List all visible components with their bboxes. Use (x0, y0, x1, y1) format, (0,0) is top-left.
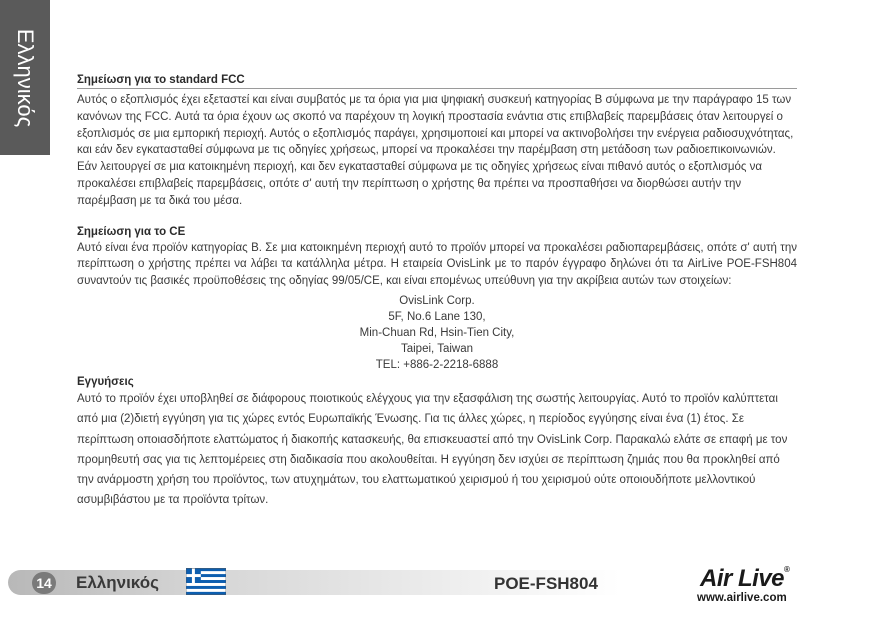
language-side-tab (0, 0, 50, 155)
page-number: 14 (32, 572, 56, 594)
side-tab-label: Ελληνικός (13, 28, 38, 128)
fcc-section (77, 73, 797, 210)
address-phone: TEL: +886-2-2218-6888 (375, 358, 499, 371)
ce-section (77, 225, 797, 373)
footer-language: Ελληνικός (76, 573, 159, 592)
ce-title: Σημείωση για το CE (77, 225, 186, 238)
address-line: Min-Chuan Rd, Hsin-Tien City, (359, 326, 515, 339)
warranty-section (77, 375, 797, 511)
fcc-body: Αυτός ο εξοπλισμός έχει εξεταστεί και είναι συμβατός με τα όρια για μια ψηφιακή συσκευή κατηγορίας B σύμφωνα με την παράγραφο 15 των κανόνων της FCC. Αυτά τα όρια έχουν ως σκοπό να παρέχουν τη λογική προστασία ενάντια στις επιβλαβείς παρεμβάσεις όταν λειτουργεί ο εξοπλισμός σε μια εμπορική περιοχή. Αυτός ο εξοπλισμός παράγει, χρησιμοποιεί και μπορεί να ακτινοβολήσει την ενέργεια ραδιοσυχνότητας, και εάν δεν εγκατασταθεί σύμφωνα με τις οδηγίες χρήσεως, μπορεί να προκαλέσει την παρέμβαση στη μετάδοση των ραδιοεπικοινωνιών. Εάν λειτουργεί σε μια κατοικημένη περιοχή, και δεν εγκατασταθεί σύμφωνα με τις οδηγίες χρήσεως είναι πιθανό αυτός ο εξοπλισμός να προκαλέσει επιβλαβείς παρεμβάσεις, οπότε σ' αυτή την περίπτωση ο χρήστης θα πρέπει να προσπαθήσει να διορθώσει αυτήν την παρέμβαση με τα δικά του μέσα. (77, 94, 794, 207)
airlive-logo (692, 565, 816, 607)
address-line: 5F, No.6 Lane 130, (388, 310, 486, 323)
logo-url: www.airlive.com (697, 592, 787, 604)
footer-model: POE-FSH804 (494, 574, 598, 593)
logo-registered-mark: ® (784, 565, 790, 574)
page-footer (0, 565, 878, 619)
company-address (77, 293, 797, 373)
address-line: OvisLink Corp. (399, 294, 475, 307)
address-line: Taipei, Taiwan (400, 342, 474, 355)
fcc-title: Σημείωση για το standard FCC (77, 73, 797, 89)
greece-flag-icon (186, 568, 226, 595)
warranty-title: Εγγυήσεις (77, 375, 134, 388)
ce-body: Αυτό είναι ένα προϊόν κατηγορίας B. Σε μια κατοικημένη περιοχή αυτό το προϊόν μπορεί να προκαλέσει ραδιοπαρεμβάσεις, οπότε σ' αυτή την περίπτωση ο χρήστης πρέπει να λάβει τα κατάλληλα μέτρα. Η εταιρεία OvisLink με το παρόν έγγραφο δηλώνει ότι τα AirLive POE-FSH804 συναντούν τις βασικές προϋποθέσεις της οδηγίας 99/05/CE, και είναι επομένως υπεύθυνη για την ακρίβεια αυτών των στοιχείων: (77, 241, 797, 288)
document-content (77, 73, 797, 511)
logo-wordmark (700, 565, 789, 593)
warranty-body: Αυτό το προϊόν έχει υποβληθεί σε διάφορους ποιοτικούς ελέγχους για την εξασφάλιση της σωστής λειτουργίας. Αυτό το προϊόν καλύπτεται από μια (2)διετή εγγύηση για τις χώρες εντός Ευρωπαϊκής Ένωσης. Για τις άλλες χώρες, η περίοδος εγγύησης είναι ένα (1) έτος. Σε περίπτωση οποιασδήποτε ελαττώματος ή διακοπής κατασκευής, θα επισκευαστεί από την OvisLink Corp. Παρακαλώ ελάτε σε επαφή με τον προμηθευτή σας για τις λεπτομέρειες στη διαδικασία που ακολουθείται. Η εγγύηση δεν ισχύει σε περίπτωση ζημιάς που θα προκληθεί από την ανάρμοστη χρήση του προϊόντος, των ατυχημάτων, του ελαττωματικού χειρισμού ή του χειρισμού ούτε οποιουδήποτε μελλοντικού ασυμβιβάστου με τα προϊόντα τρίτων. (77, 392, 788, 507)
logo-text: Air Live (700, 565, 785, 592)
